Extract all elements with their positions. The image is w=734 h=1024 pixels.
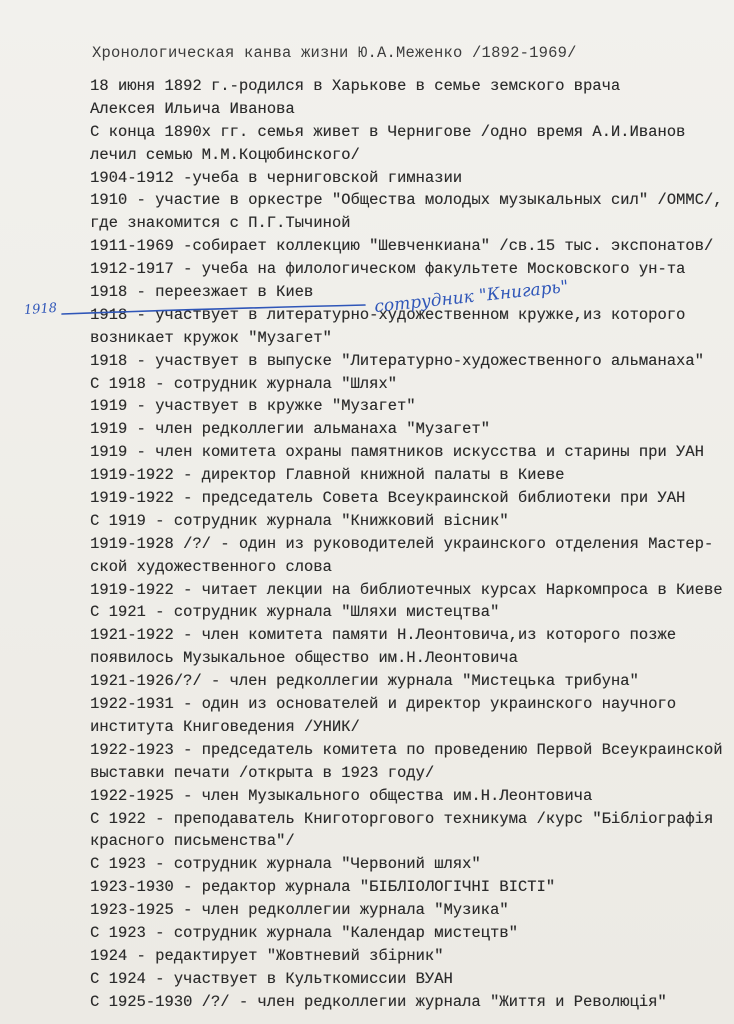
handwritten-stroke: [62, 305, 365, 314]
chronology-entry: 18 июня 1892 г.-родился в Харькове в семье земского врача: [90, 77, 621, 95]
chronology-entry: 1919-1922 - директор Главной книжной палаты в Киеве: [90, 466, 565, 485]
chronology-entry: 1923-1930 - редактор журнала "БІБЛІОЛОГІЧНІ ВІСТІ": [90, 878, 556, 897]
chronology-entry: 1918 - переезжает в Киев: [90, 283, 314, 302]
chronology-entry: С 1921 - сотрудник журнала "Шляхи мистецтва": [90, 603, 500, 622]
chronology-entry: 1923-1925 - член редколлегии журнала "Музика": [90, 901, 509, 920]
chronology-entry: С конца 1890х гг. семья живет в Чернигове /одно время А.И.Иванов: [90, 122, 686, 141]
chronology-entry: С 1925-1930 /?/ - член редколлегии журнала "Життя и Революція": [90, 992, 667, 1011]
chronology-entry: института Книговедения /УНИК/: [90, 717, 360, 736]
chronology-entry: ской художественного слова: [90, 557, 332, 576]
chronology-entry: С 1923 - сотрудник журнала "Календар мистецтв": [90, 923, 518, 942]
chronology-entry: 1911-1969 -собирает коллекцию "Шевченкиана" /св.15 тыс. экспонатов/: [90, 237, 714, 256]
chronology-entry: С 1919 - сотрудник журнала "Книжковий вісник": [90, 511, 509, 530]
chronology-entry: 1918 - участвует в литературно-художественном кружке,из которого: [90, 305, 686, 324]
chronology-entry: 1912-1917 - учеба на филологическом факультете Московского ун-та: [90, 260, 686, 279]
chronology-entry: 1904-1912 -учеба в черниговской гимназии: [90, 168, 463, 187]
chronology-entry: 1918 - участвует в выпуске "Литературно-художественного альманаха": [90, 351, 704, 370]
chronology-entry: 1919 - член комитета охраны памятников искусства и старины при УАН: [90, 443, 704, 462]
chronology-entry: 1919 - член редколлегии альманаха "Музагет": [90, 420, 490, 439]
chronology-entry: 1921-1926/?/ - член редколлегии журнала "Мистецька трибуна": [90, 672, 639, 691]
chronology-entry: 1922-1925 - член Музыкального общества им.Н.Леонтовича: [90, 786, 593, 805]
chronology-entry: 1922-1931 - один из основателей и директор украинского научного: [90, 695, 676, 714]
handwritten-margin-note: 1918: [23, 300, 58, 319]
chronology-entry: появилось Музыкальное общество им.Н.Леонтовича: [90, 649, 518, 668]
chronology-entry: где знакомится с П.Г.Тычиной: [90, 214, 351, 233]
chronology-entry: 1919-1922 - читает лекции на библиотечных курсах Наркомпроса в Киеве: [90, 580, 723, 599]
chronology-entry: 1922-1923 - председатель комитета по проведению Первой Всеукраинской: [90, 740, 723, 759]
document-title: Хронологическая канва жизни Ю.А.Меженко /1892-1969/: [92, 44, 577, 62]
chronology-entry: выставки печати /открыта в 1923 году/: [90, 763, 435, 782]
chronology-entry: С 1923 - сотрудник журнала "Червоний шлях": [90, 855, 481, 874]
chronology-entry: лечил семью М.М.Коцюбинского/: [90, 145, 360, 164]
chronology-entry: С 1922 - преподаватель Книготоргового техникума /курс "Бібліографія: [90, 809, 714, 828]
handwritten-inline-note: сотрудник "Книгарь": [373, 276, 570, 318]
chronology-entry: 1919 - участвует в кружке "Музагет": [90, 397, 416, 416]
chronology-entry: 1919-1928 /?/ - один из руководителей украинского отделения Мастер-: [90, 534, 714, 553]
chronology-entry: возникает кружок "Музагет": [90, 328, 332, 347]
chronology-entry: красного письменства"/: [90, 832, 295, 851]
chronology-entry: Алексея Ильича Иванова: [90, 99, 295, 118]
chronology-entry: 1924 - редактирует "Жовтневий збірник": [90, 946, 444, 965]
chronology-entry: 1910 - участие в оркестре "Общества молодых музыкальных сил" /ОММС/,: [90, 191, 723, 210]
chronology-entry: 1919-1922 - председатель Совета Всеукраинской библиотеки при УАН: [90, 489, 686, 508]
chronology-entry: 1921-1922 - член комитета памяти Н.Леонтовича,из которого позже: [90, 626, 676, 645]
chronology-entry: С 1918 - сотрудник журнала "Шлях": [90, 374, 397, 393]
chronology-entry: С 1924 - участвует в Культкомиссии ВУАН: [90, 969, 453, 988]
